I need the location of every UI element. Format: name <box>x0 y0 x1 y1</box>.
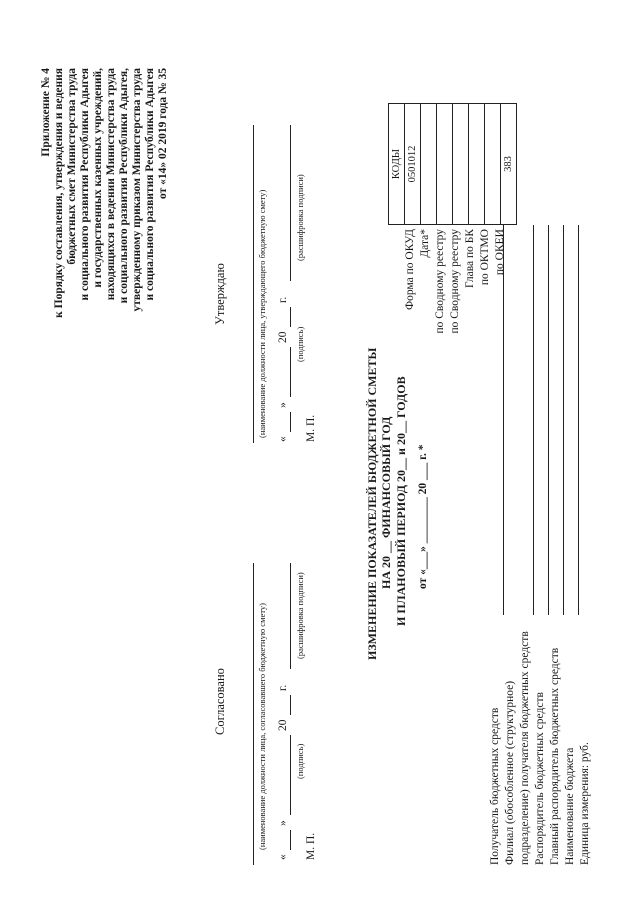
codes-label-date: Дата* <box>419 229 431 258</box>
field-label-branch: Филиал (обособленное (структурное) <box>504 680 516 865</box>
agreed-date-year: 20 <box>277 719 289 731</box>
approved-signature-caption: (подпись) <box>295 326 305 362</box>
code-cell-bk <box>469 104 485 225</box>
code-cell-okud: 0501012 <box>405 104 421 225</box>
field-label-branch-cont: подразделение) получателя бюджетных средств <box>519 631 531 865</box>
document-title-line3: И ПЛАНОВЫЙ ПЕРИОД 20__ и 20__ ГОДОВ <box>394 376 408 626</box>
codes-label-bk: Глава по БК <box>464 229 476 288</box>
appendix-line: к Порядку составления, утверждения и ведения <box>53 68 65 318</box>
code-cell-date <box>421 104 437 225</box>
document-title-line1: ИЗМЕНЕНИЕ ПОКАЗАТЕЛЕЙ БЮДЖЕТНОЙ СМЕТЫ <box>365 347 379 660</box>
agreed-stamp: М. П. <box>305 832 317 860</box>
codes-label-registry: по Сводному реестру <box>449 229 461 334</box>
approved-stamp: М. П. <box>305 414 317 442</box>
appendix-line: и государственных казенных учреждений, <box>92 68 104 288</box>
appendix-line: утвержденному приказом Министерства труда <box>131 68 143 312</box>
appendix-line: и социального развития Республики Адыгея <box>79 68 91 301</box>
approved-heading: Утверждаю <box>213 263 227 325</box>
codes-label-oktmo: по ОКТМО <box>479 229 491 286</box>
field-label-budget-name: Наименование бюджета <box>564 747 576 865</box>
agreed-signature-caption: (подпись) <box>295 743 305 779</box>
appendix-block <box>40 68 170 428</box>
approved-date-suffix: г. <box>277 296 289 303</box>
approved-decoding-caption: (расшифровка подписи) <box>295 174 305 261</box>
approved-position-caption: (наименование должности лица, утверждающего бюджетную смету) <box>257 189 267 438</box>
document-date-line: от «___» ________ 20 ___ г. * <box>417 444 429 589</box>
code-cell-registry <box>453 104 469 225</box>
approved-date-mid: » <box>277 402 289 408</box>
appendix-date-line: от «14» 02 2019 года № 35 <box>157 68 169 199</box>
appendix-line: и социального развития Республики Адыгея, <box>118 68 130 304</box>
appendix-line: бюджетных смет Министерства труда <box>66 68 78 265</box>
agreed-position-caption: (наименование должности лица, согласовавшего бюджетную смету) <box>257 603 267 850</box>
document-title-line2: НА 20 __ ФИНАНСОВЫЙ ГОД <box>379 416 393 589</box>
field-label-unit: Единица измерения: руб. <box>579 742 591 865</box>
appendix-title: Приложение № 4 <box>40 68 52 157</box>
field-label-recipient: Получатель бюджетных средств <box>489 707 501 865</box>
field-label-chief-manager: Главный распорядитель бюджетных средств <box>549 647 561 865</box>
appendix-line: и социального развития Республики Адыгея <box>144 68 156 301</box>
agreed-heading: Согласовано <box>213 668 227 735</box>
code-cell-registry <box>437 104 453 225</box>
codes-label-okud: Форма по ОКУД <box>404 229 416 310</box>
codes-table <box>388 103 517 225</box>
codes-label-okei: по ОКЕИ <box>494 229 506 276</box>
codes-label-registry: по Сводному реестру <box>434 229 446 334</box>
appendix-line: находящихся в ведении Министерства труда <box>105 68 117 301</box>
approved-date-year: 20 <box>277 331 289 343</box>
code-cell-okei: 383 <box>501 104 517 225</box>
codes-header: КОДЫ <box>389 104 405 225</box>
agreed-date-mid: » <box>277 820 289 826</box>
agreed-date-open: « <box>277 854 289 860</box>
code-cell-oktmo <box>485 104 501 225</box>
approved-date-open: « <box>277 436 289 442</box>
field-label-manager: Распорядитель бюджетных средств <box>534 692 546 865</box>
agreed-date-suffix: г. <box>277 684 289 691</box>
agreed-decoding-caption: (расшифровка подписи) <box>295 572 305 659</box>
